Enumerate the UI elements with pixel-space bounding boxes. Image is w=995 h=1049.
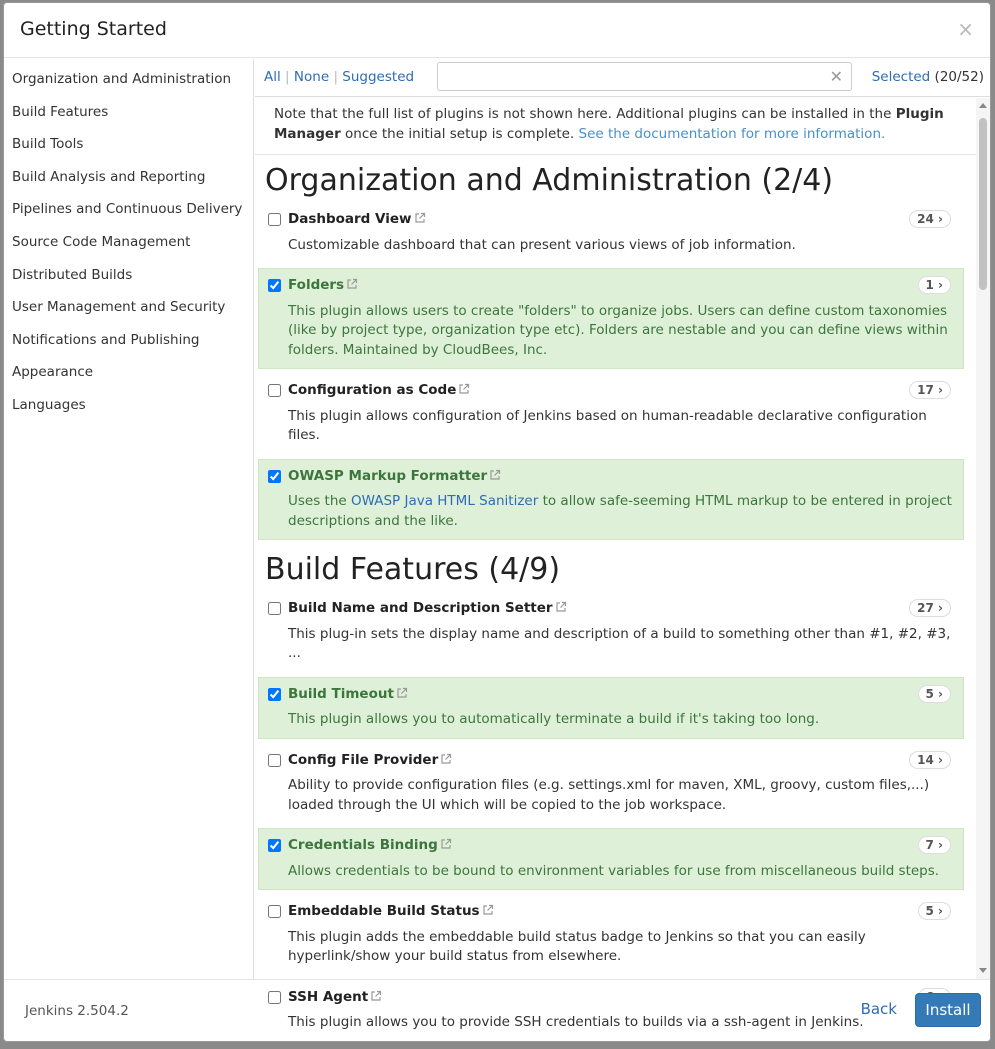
external-link-icon[interactable] [489, 468, 501, 480]
plugin-item[interactable] [258, 828, 964, 890]
sidebar-item[interactable]: Build Tools [12, 136, 84, 153]
plugin-checkbox[interactable] [268, 213, 281, 226]
plugin-description: Allows credentials to be bound to environment variables for use from miscellaneous build steps. [288, 862, 940, 879]
close-icon[interactable]: × [957, 17, 974, 41]
dependency-count: 27 [917, 601, 934, 615]
plugin-name[interactable]: Credentials Binding [288, 837, 438, 853]
back-button[interactable]: Back [860, 1000, 897, 1018]
category-sidebar [4, 59, 254, 979]
external-link-icon[interactable] [440, 752, 452, 764]
plugin-categories [255, 155, 976, 1042]
plugin-checkbox[interactable] [268, 839, 281, 852]
chevron-right-icon: › [933, 601, 943, 615]
chevron-right-icon: › [933, 686, 943, 701]
plugin-item[interactable] [258, 677, 964, 739]
description-text: to allow safe-seeming HTML markup to be entered in project descriptions and the like. [288, 493, 952, 529]
selected-link[interactable]: Selected [871, 69, 931, 85]
category-list [4, 59, 253, 426]
plugin-checkbox[interactable] [268, 754, 281, 767]
selected-count [872, 69, 984, 85]
chevron-right-icon: › [933, 383, 943, 397]
plugin-item[interactable] [258, 202, 964, 264]
separator: | [285, 69, 290, 85]
external-link-icon[interactable] [555, 600, 567, 612]
plugin-description: This plugin allows you to automatically terminate a build if it's taking too long. [288, 711, 820, 727]
plugin-item[interactable] [258, 743, 964, 825]
separator: | [333, 69, 338, 85]
plugin-manager-note [255, 98, 976, 155]
sidebar-item[interactable]: Build Analysis and Reporting [12, 168, 206, 185]
plugin-name[interactable]: Embeddable Build Status [288, 903, 480, 919]
sidebar-item[interactable]: User Management and Security [12, 299, 226, 316]
dependency-count: 5 [925, 904, 934, 918]
external-link-icon[interactable] [346, 277, 358, 289]
dependency-count-badge[interactable] [918, 902, 951, 920]
sidebar-item[interactable]: Pipelines and Continuous Delivery [12, 201, 243, 218]
select-suggested-link[interactable]: Suggested [342, 69, 415, 85]
plugin-item[interactable] [258, 268, 964, 369]
dependency-count-badge[interactable] [909, 381, 951, 399]
plugin-description: This plug-in sets the display name and description of a build to something other than #1, #2, #3, ... [288, 625, 951, 661]
note-plugin-manager: Plugin Manager [274, 106, 944, 142]
plugin-name[interactable]: Dashboard View [288, 211, 412, 227]
dependency-count: 5 [925, 686, 934, 701]
category-title: Build Features (4/9) [265, 552, 561, 587]
plugin-name[interactable]: Folders [288, 277, 345, 293]
sidebar-item[interactable]: Languages [12, 396, 86, 413]
plugin-item[interactable] [258, 373, 964, 455]
plugin-name[interactable]: Build Timeout [288, 685, 394, 702]
plugin-name[interactable]: OWASP Markup Formatter [288, 467, 488, 484]
description-link[interactable]: OWASP Java HTML Sanitizer [351, 493, 539, 509]
setup-dialog [3, 2, 991, 1042]
scroll-down-icon[interactable] [979, 968, 987, 973]
dependency-count-badge[interactable] [909, 751, 951, 769]
dialog-header [4, 3, 990, 58]
select-none-link[interactable]: None [293, 69, 330, 85]
plugin-description: Customizable dashboard that can present various views of job information. [288, 236, 796, 253]
scrollbar[interactable] [976, 98, 990, 979]
dependency-count: 14 [917, 752, 934, 767]
jenkins-version: Jenkins 2.504.2 [25, 1003, 129, 1019]
dependency-count: 1 [925, 278, 934, 292]
sidebar-item[interactable]: Build Features [12, 103, 109, 120]
sidebar-item[interactable]: Distributed Builds [12, 266, 133, 283]
dependency-count-badge[interactable] [918, 685, 951, 703]
dialog-title: Getting Started [20, 18, 167, 40]
plugin-checkbox[interactable] [268, 470, 281, 483]
plugin-checkbox[interactable] [268, 384, 281, 397]
external-link-icon[interactable] [482, 903, 494, 915]
plugin-name[interactable]: Configuration as Code [288, 382, 457, 398]
install-button[interactable]: Install [915, 993, 981, 1027]
plugin-checkbox[interactable] [268, 905, 281, 918]
clear-search-icon[interactable]: ✕ [829, 67, 843, 86]
note-text: Note that the full list of plugins is not shown here. Additional plugins can be installed in the [274, 106, 892, 122]
plugin-item[interactable] [258, 459, 964, 541]
dependency-count: 24 [917, 212, 934, 226]
chevron-right-icon: › [933, 752, 943, 767]
sidebar-item[interactable]: Source Code Management [12, 233, 191, 250]
chevron-right-icon: › [933, 838, 943, 852]
plugin-checkbox[interactable] [268, 279, 281, 292]
category-title: Organization and Administration (2/4) [265, 163, 834, 198]
dependency-count: 7 [925, 838, 934, 852]
selected-count-value: (20/52) [934, 69, 984, 85]
plugin-name[interactable]: Config File Provider [288, 751, 439, 768]
sidebar-item[interactable]: Appearance [12, 364, 94, 381]
scroll-up-icon[interactable] [979, 103, 987, 108]
select-all-link[interactable]: All [264, 69, 281, 85]
dependency-count-badge[interactable] [909, 210, 951, 228]
selection-shortcuts [264, 69, 414, 85]
plugin-description: This plugin allows users to create "folders" to organize jobs. Users can define custom taxonomies (like by project type, organization type etc). Folders are nestable and you can define views within folders. Maintained by CloudBees, Inc. [288, 302, 948, 358]
dependency-count-badge[interactable] [918, 836, 951, 854]
plugin-name[interactable]: SSH Agent [288, 988, 369, 1005]
dependency-count: 17 [917, 383, 934, 397]
sidebar-item[interactable]: Notifications and Publishing [12, 331, 200, 348]
sidebar-item[interactable]: Organization and Administration [12, 71, 232, 87]
chevron-right-icon: › [933, 212, 943, 226]
plugin-description [288, 492, 953, 531]
external-link-icon[interactable] [458, 382, 470, 394]
external-link-icon[interactable] [396, 686, 408, 698]
external-link-icon[interactable] [440, 837, 452, 849]
external-link-icon[interactable] [414, 211, 426, 223]
documentation-link[interactable]: See the documentation for more information. [578, 126, 886, 142]
plugin-search-input[interactable] [438, 63, 823, 90]
plugin-item[interactable] [258, 894, 964, 976]
plugin-description: This plugin allows configuration of Jenkins based on human-readable declarative configuration files. [288, 407, 927, 443]
dependency-count-badge[interactable] [909, 599, 951, 617]
chevron-right-icon: › [933, 904, 943, 918]
chevron-right-icon: › [933, 278, 943, 292]
plugin-description: This plugin allows you to provide SSH credentials to builds via a ssh-agent in Jenkins. [288, 1014, 864, 1030]
plugin-toolbar [255, 59, 990, 97]
plugin-description: Ability to provide configuration files (e.g. settings.xml for maven, XML, groovy, custom files,...) loaded through the UI which will be copied to the job workspace. [288, 777, 930, 813]
scroll-thumb[interactable] [979, 118, 987, 290]
note-text-2: once the initial setup is complete. [345, 126, 575, 142]
dependency-count-badge[interactable] [918, 276, 951, 294]
dialog-footer [4, 979, 990, 1041]
plugin-name[interactable]: Build Name and Description Setter [288, 600, 553, 616]
plugin-description: This plugin adds the embeddable build status badge to Jenkins so that you can easily hyperlink/show your build status from elsewhere. [288, 928, 866, 964]
search-box [437, 62, 852, 91]
plugin-checkbox[interactable] [268, 688, 281, 701]
plugin-checkbox[interactable] [268, 602, 281, 615]
plugin-item[interactable] [258, 591, 964, 673]
description-text: Uses the [288, 493, 351, 509]
